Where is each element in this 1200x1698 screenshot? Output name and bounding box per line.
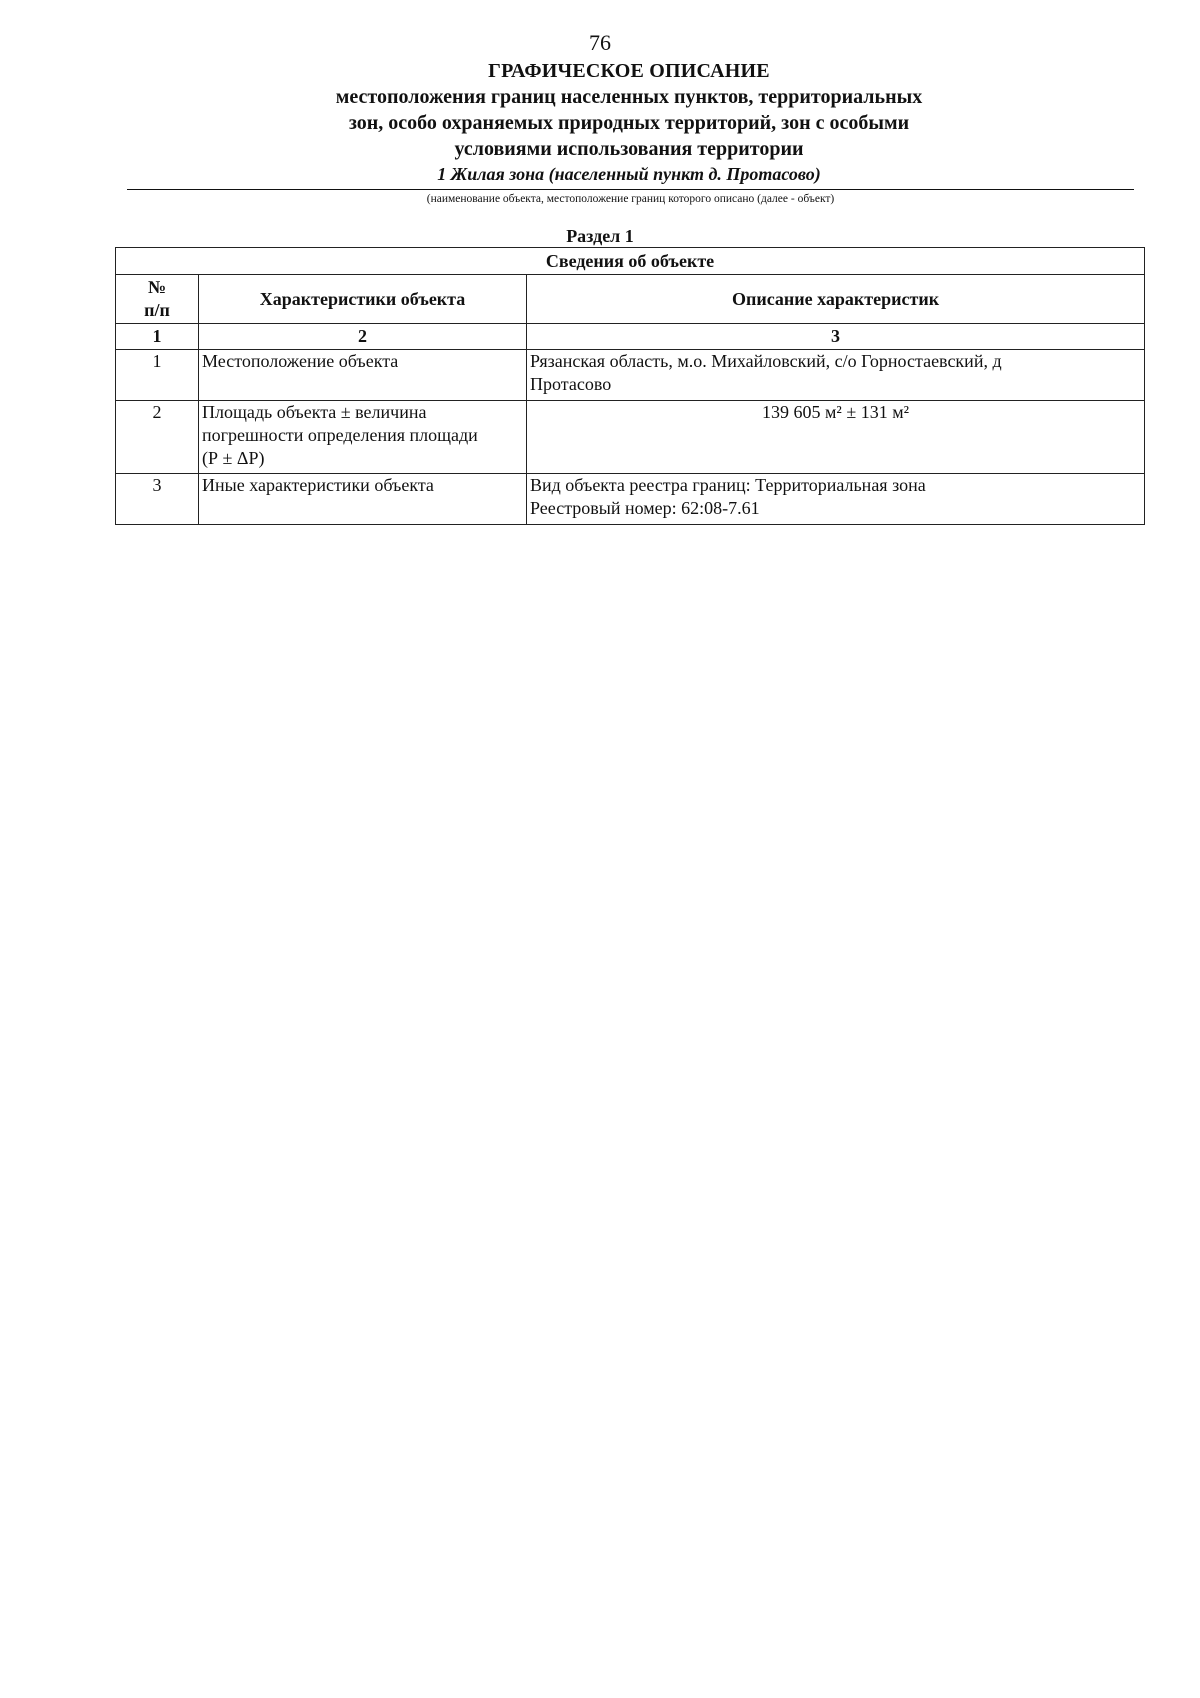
section-title: Раздел 1 [566, 226, 634, 246]
table-row [116, 474, 1145, 525]
column-number-2: 2 [199, 324, 527, 350]
row-number: 1 [116, 350, 199, 401]
row-characteristic: Иные характеристики объекта [199, 474, 527, 525]
object-caption: (наименование объекта, местоположение границ которого описано (далее - объект) [426, 193, 835, 205]
table-caption: Сведения об объекте [116, 248, 1145, 275]
column-number-row [116, 324, 1145, 350]
row-characteristic-line: (Р ± ΔР) [202, 448, 265, 468]
row-characteristic: Местоположение объекта [199, 350, 527, 401]
table-caption-row [116, 248, 1145, 275]
document-subtitle-line-3: условиями использования территории [454, 138, 804, 160]
row-description [527, 350, 1145, 401]
table-row [116, 350, 1145, 401]
column-header-num [116, 275, 199, 324]
row-number: 2 [116, 401, 199, 474]
table-header-row [116, 275, 1145, 324]
row-number: 3 [116, 474, 199, 525]
column-header-characteristics: Характеристики объекта [199, 275, 527, 324]
column-number-3: 3 [527, 324, 1145, 350]
column-header-description: Описание характеристик [527, 275, 1145, 324]
document-subtitle-line-1: местоположения границ населенных пунктов, территориальных [335, 86, 923, 108]
row-description: 139 605 м² ± 131 м² [527, 401, 1145, 474]
row-characteristic-line: Площадь объекта ± величина [202, 402, 427, 422]
column-header-num-line-1: № [147, 277, 167, 297]
page-number: 76 [589, 30, 611, 55]
row-characteristic [199, 401, 527, 474]
row-description [527, 474, 1145, 525]
row-description-line: Реестровый номер: 62:08-7.61 [530, 498, 760, 518]
object-name-underline [127, 189, 1134, 190]
object-name: 1 Жилая зона (населенный пункт д. Протасово) [437, 164, 821, 184]
object-info-table [115, 247, 1145, 525]
document-subtitle-line-2: зон, особо охраняемых природных территорий, зон с особыми [348, 112, 910, 134]
row-description-line: Рязанская область, м.о. Михайловский, с/о Горностаевский, д [530, 351, 1002, 371]
table-row [116, 401, 1145, 474]
row-characteristic-line: погрешности определения площади [202, 425, 478, 445]
title-block [120, 58, 1138, 186]
document-title: ГРАФИЧЕСКОЕ ОПИСАНИЕ [488, 60, 770, 82]
column-number-1: 1 [116, 324, 199, 350]
column-header-num-line-2: п/п [144, 300, 170, 320]
row-description-line: Протасово [530, 374, 612, 394]
row-description-line: Вид объекта реестра границ: Территориальная зона [530, 475, 926, 495]
